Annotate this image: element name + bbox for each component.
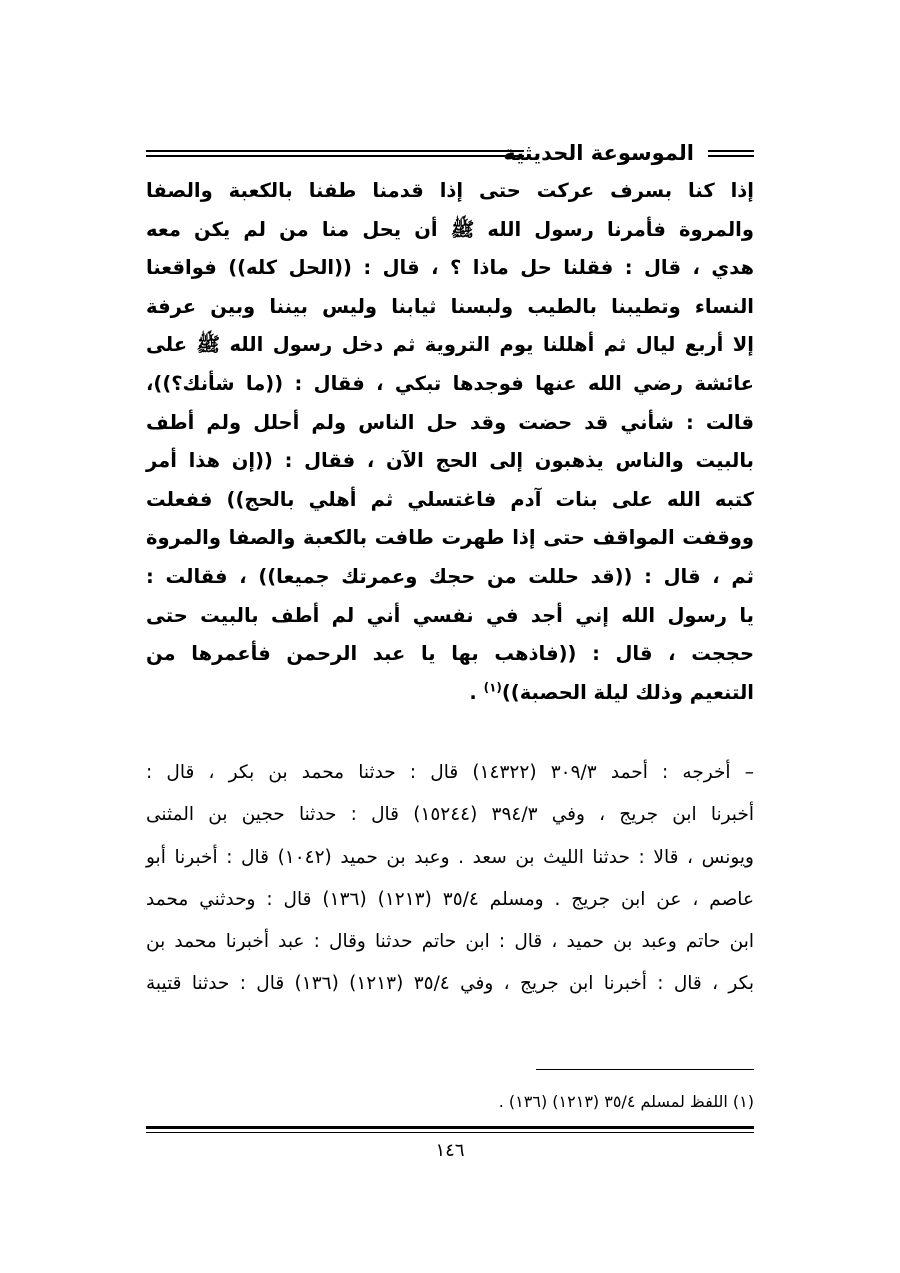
hadith-line: إذا كنا بسرف عركت حتى إذا قدمنا طفنا بالكعبة والصفا <box>146 179 754 202</box>
hadith-line: يا رسول الله إني أجد في نفسي أني لم أطف بالبيت حتى <box>146 603 754 627</box>
hadith-line: ووقفت المواقف حتى إذا طهرت طافت بالكعبة والصفا والمروة <box>146 526 754 550</box>
page-number: ١٤٦ <box>435 1140 465 1161</box>
takhrij-paragraph <box>146 752 754 1006</box>
header-short-rule-top <box>708 150 754 152</box>
hadith-line: إلا أربع ليال ثم أهللنا يوم التروية ثم دخل رسول الله ﷺ على <box>146 333 754 357</box>
hadith-last-line <box>146 674 754 713</box>
footnote: (١) اللفظ لمسلم ٣٥/٤ (١٢١٣) (١٣٦) . <box>498 1092 754 1111</box>
hadith-line: ثم ، قال : ((قد حللت من حجك وعمرتك جميعا)) ، فقالت : <box>146 564 754 588</box>
header-rule-top <box>146 150 524 152</box>
footer-rule-thin <box>146 1132 754 1133</box>
takhrij-line: أخبرنا ابن جريج ، وفي ٣٩٤/٣ (١٥٢٤٤) قال : حدثنا حجين بن المثنى <box>146 804 754 826</box>
takhrij-line: عاصم ، عن ابن جريج . ومسلم ٣٥/٤ (١٢١٣) (١٣٦) قال : وحدثني محمد <box>146 888 754 910</box>
hadith-last-line-end: . <box>469 680 484 704</box>
hadith-line: كتبه الله على بنات آدم فاغتسلي ثم أهلي بالحج)) ففعلت <box>146 487 754 511</box>
hadith-text <box>146 172 754 712</box>
footnote-separator <box>536 1069 754 1070</box>
hadith-line: عائشة رضي الله عنها فوجدها تبكي ، فقال : ((ما شأنك؟))، <box>146 371 754 395</box>
header-short-rule-bottom <box>708 155 754 157</box>
hadith-line: النساء وتطيبنا بالطيب ولبسنا ثيابنا وليس بيننا وبين عرفة <box>146 294 754 318</box>
takhrij-line: ويونس ، قالا : حدثنا الليث بن سعد . وعبد بن حميد (١٠٤٢) قال : أخبرنا أبو <box>146 846 754 868</box>
header-rule-bottom <box>146 155 524 157</box>
hadith-line: هدي ، قال : فقلنا حل ماذا ؟ ، قال : ((الحل كله)) فواقعنا <box>146 256 754 280</box>
footer-rule-thick <box>146 1126 754 1129</box>
takhrij-line: – أخرجه : أحمد ٣٠٩/٣ (١٤٣٢٢) قال : حدثنا محمد بن بكر ، قال : <box>146 762 754 783</box>
header-title: الموسوعة الحديثية <box>503 141 694 165</box>
hadith-line: بالبيت والناس يذهبون إلى الحج الآن ، فقال : ((إن هذا أمر <box>146 449 754 473</box>
takhrij-line: ابن حاتم وعبد بن حميد ، قال : ابن حاتم حدثنا وقال : عبد أخبرنا محمد بن <box>146 931 754 953</box>
takhrij-line: بكر ، قال : أخبرنا ابن جريج ، وفي ٣٥/٤ (١٢١٣) (١٣٦) قال : حدثنا قتيبة <box>146 973 754 995</box>
footnote-reference[interactable]: (١) <box>483 680 502 695</box>
hadith-line: قالت : شأني قد حضت وقد حل الناس ولم أحلل ولم أطف <box>146 410 754 434</box>
hadith-line: حججت ، قال : ((فاذهب بها يا عبد الرحمن فأعمرها من <box>146 642 754 666</box>
hadith-line: والمروة فأمرنا رسول الله ﷺ أن يحل منا من لم يكن معه <box>146 217 754 241</box>
hadith-last-line-text: التنعيم وذلك ليلة الحصبة)) <box>501 680 754 704</box>
